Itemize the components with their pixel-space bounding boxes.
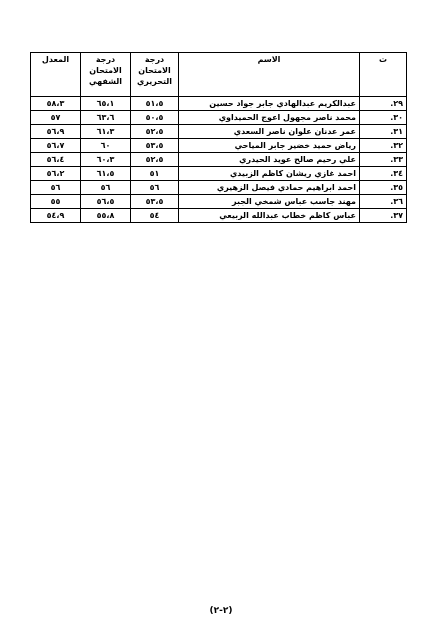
grades-table <box>30 52 407 223</box>
row-serial-number: ٣١. <box>360 125 407 139</box>
row-student-name: رياض حميد خضير جابر المياحي <box>179 139 360 153</box>
page-number: (٢-٢) <box>209 606 233 616</box>
row-average-score: ٥٦ <box>31 181 81 195</box>
table-row <box>31 111 407 125</box>
table-row <box>31 195 407 209</box>
row-written-score: ٥١ <box>131 167 179 181</box>
row-oral-score: ٦٠ <box>81 139 131 153</box>
row-average-score: ٥٦،٩ <box>31 125 81 139</box>
table-row <box>31 153 407 167</box>
row-oral-score: ٥٦،٥ <box>81 195 131 209</box>
row-student-name: احمد غازي ريشان كاظم الزبيدي <box>179 167 360 181</box>
row-student-name: عبدالكريم عبدالهادي جابر جواد حسين <box>179 97 360 111</box>
row-student-name: عباس كاظم خطاب عبدالله الربيعي <box>179 209 360 223</box>
row-average-score: ٥٦،٤ <box>31 153 81 167</box>
table-header-row <box>31 53 407 97</box>
row-student-name: احمد ابراهيم حمادي فيصل الزهيري <box>179 181 360 195</box>
row-serial-number: ٣٧. <box>360 209 407 223</box>
row-written-score: ٥١،٥ <box>131 97 179 111</box>
row-serial-number: ٣٤. <box>360 167 407 181</box>
row-average-score: ٥٤،٩ <box>31 209 81 223</box>
row-serial-number: ٣٢. <box>360 139 407 153</box>
table-row <box>31 97 407 111</box>
header-serial-number: ت <box>360 53 407 97</box>
row-serial-number: ٣٣. <box>360 153 407 167</box>
row-oral-score: ٦٥،١ <box>81 97 131 111</box>
row-oral-score: ٦٠،٣ <box>81 153 131 167</box>
header-written-exam-label: درجة الامتحان التحريري <box>136 55 173 86</box>
row-oral-score: ٥٦ <box>81 181 131 195</box>
row-average-score: ٥٦،٢ <box>31 167 81 181</box>
header-average: المعدل <box>31 53 81 97</box>
row-written-score: ٥٣،٥ <box>131 195 179 209</box>
row-average-score: ٥٧ <box>31 111 81 125</box>
row-written-score: ٥٢،٥ <box>131 153 179 167</box>
row-written-score: ٥٤ <box>131 209 179 223</box>
row-average-score: ٥٨،٣ <box>31 97 81 111</box>
row-student-name: محمد ناصر مجهول اعوج الحميداوي <box>179 111 360 125</box>
row-written-score: ٥٠،٥ <box>131 111 179 125</box>
table-row <box>31 181 407 195</box>
row-average-score: ٥٦،٧ <box>31 139 81 153</box>
row-serial-number: ٣٥. <box>360 181 407 195</box>
table-row <box>31 209 407 223</box>
row-serial-number: ٣٦. <box>360 195 407 209</box>
table-row <box>31 139 407 153</box>
row-written-score: ٥٦ <box>131 181 179 195</box>
row-written-score: ٥٣،٥ <box>131 139 179 153</box>
header-written-exam <box>131 53 179 97</box>
row-oral-score: ٦١،٥ <box>81 167 131 181</box>
row-average-score: ٥٥ <box>31 195 81 209</box>
header-oral-exam <box>81 53 131 97</box>
row-written-score: ٥٢،٥ <box>131 125 179 139</box>
row-student-name: مهند جاسب عباس شمخي الجبر <box>179 195 360 209</box>
row-student-name: عمر عدنان علوان ناصر السعدي <box>179 125 360 139</box>
row-serial-number: ٣٠. <box>360 111 407 125</box>
table-row <box>31 167 407 181</box>
row-oral-score: ٦٣،٦ <box>81 111 131 125</box>
row-oral-score: ٥٥،٨ <box>81 209 131 223</box>
row-oral-score: ٦١،٣ <box>81 125 131 139</box>
header-oral-exam-label: درجة الامتحان الشفهي <box>88 55 123 86</box>
row-serial-number: ٢٩. <box>360 97 407 111</box>
table-row <box>31 125 407 139</box>
header-name: الاسم <box>179 53 360 97</box>
row-student-name: علي رحيم صالح عويد الحيدري <box>179 153 360 167</box>
